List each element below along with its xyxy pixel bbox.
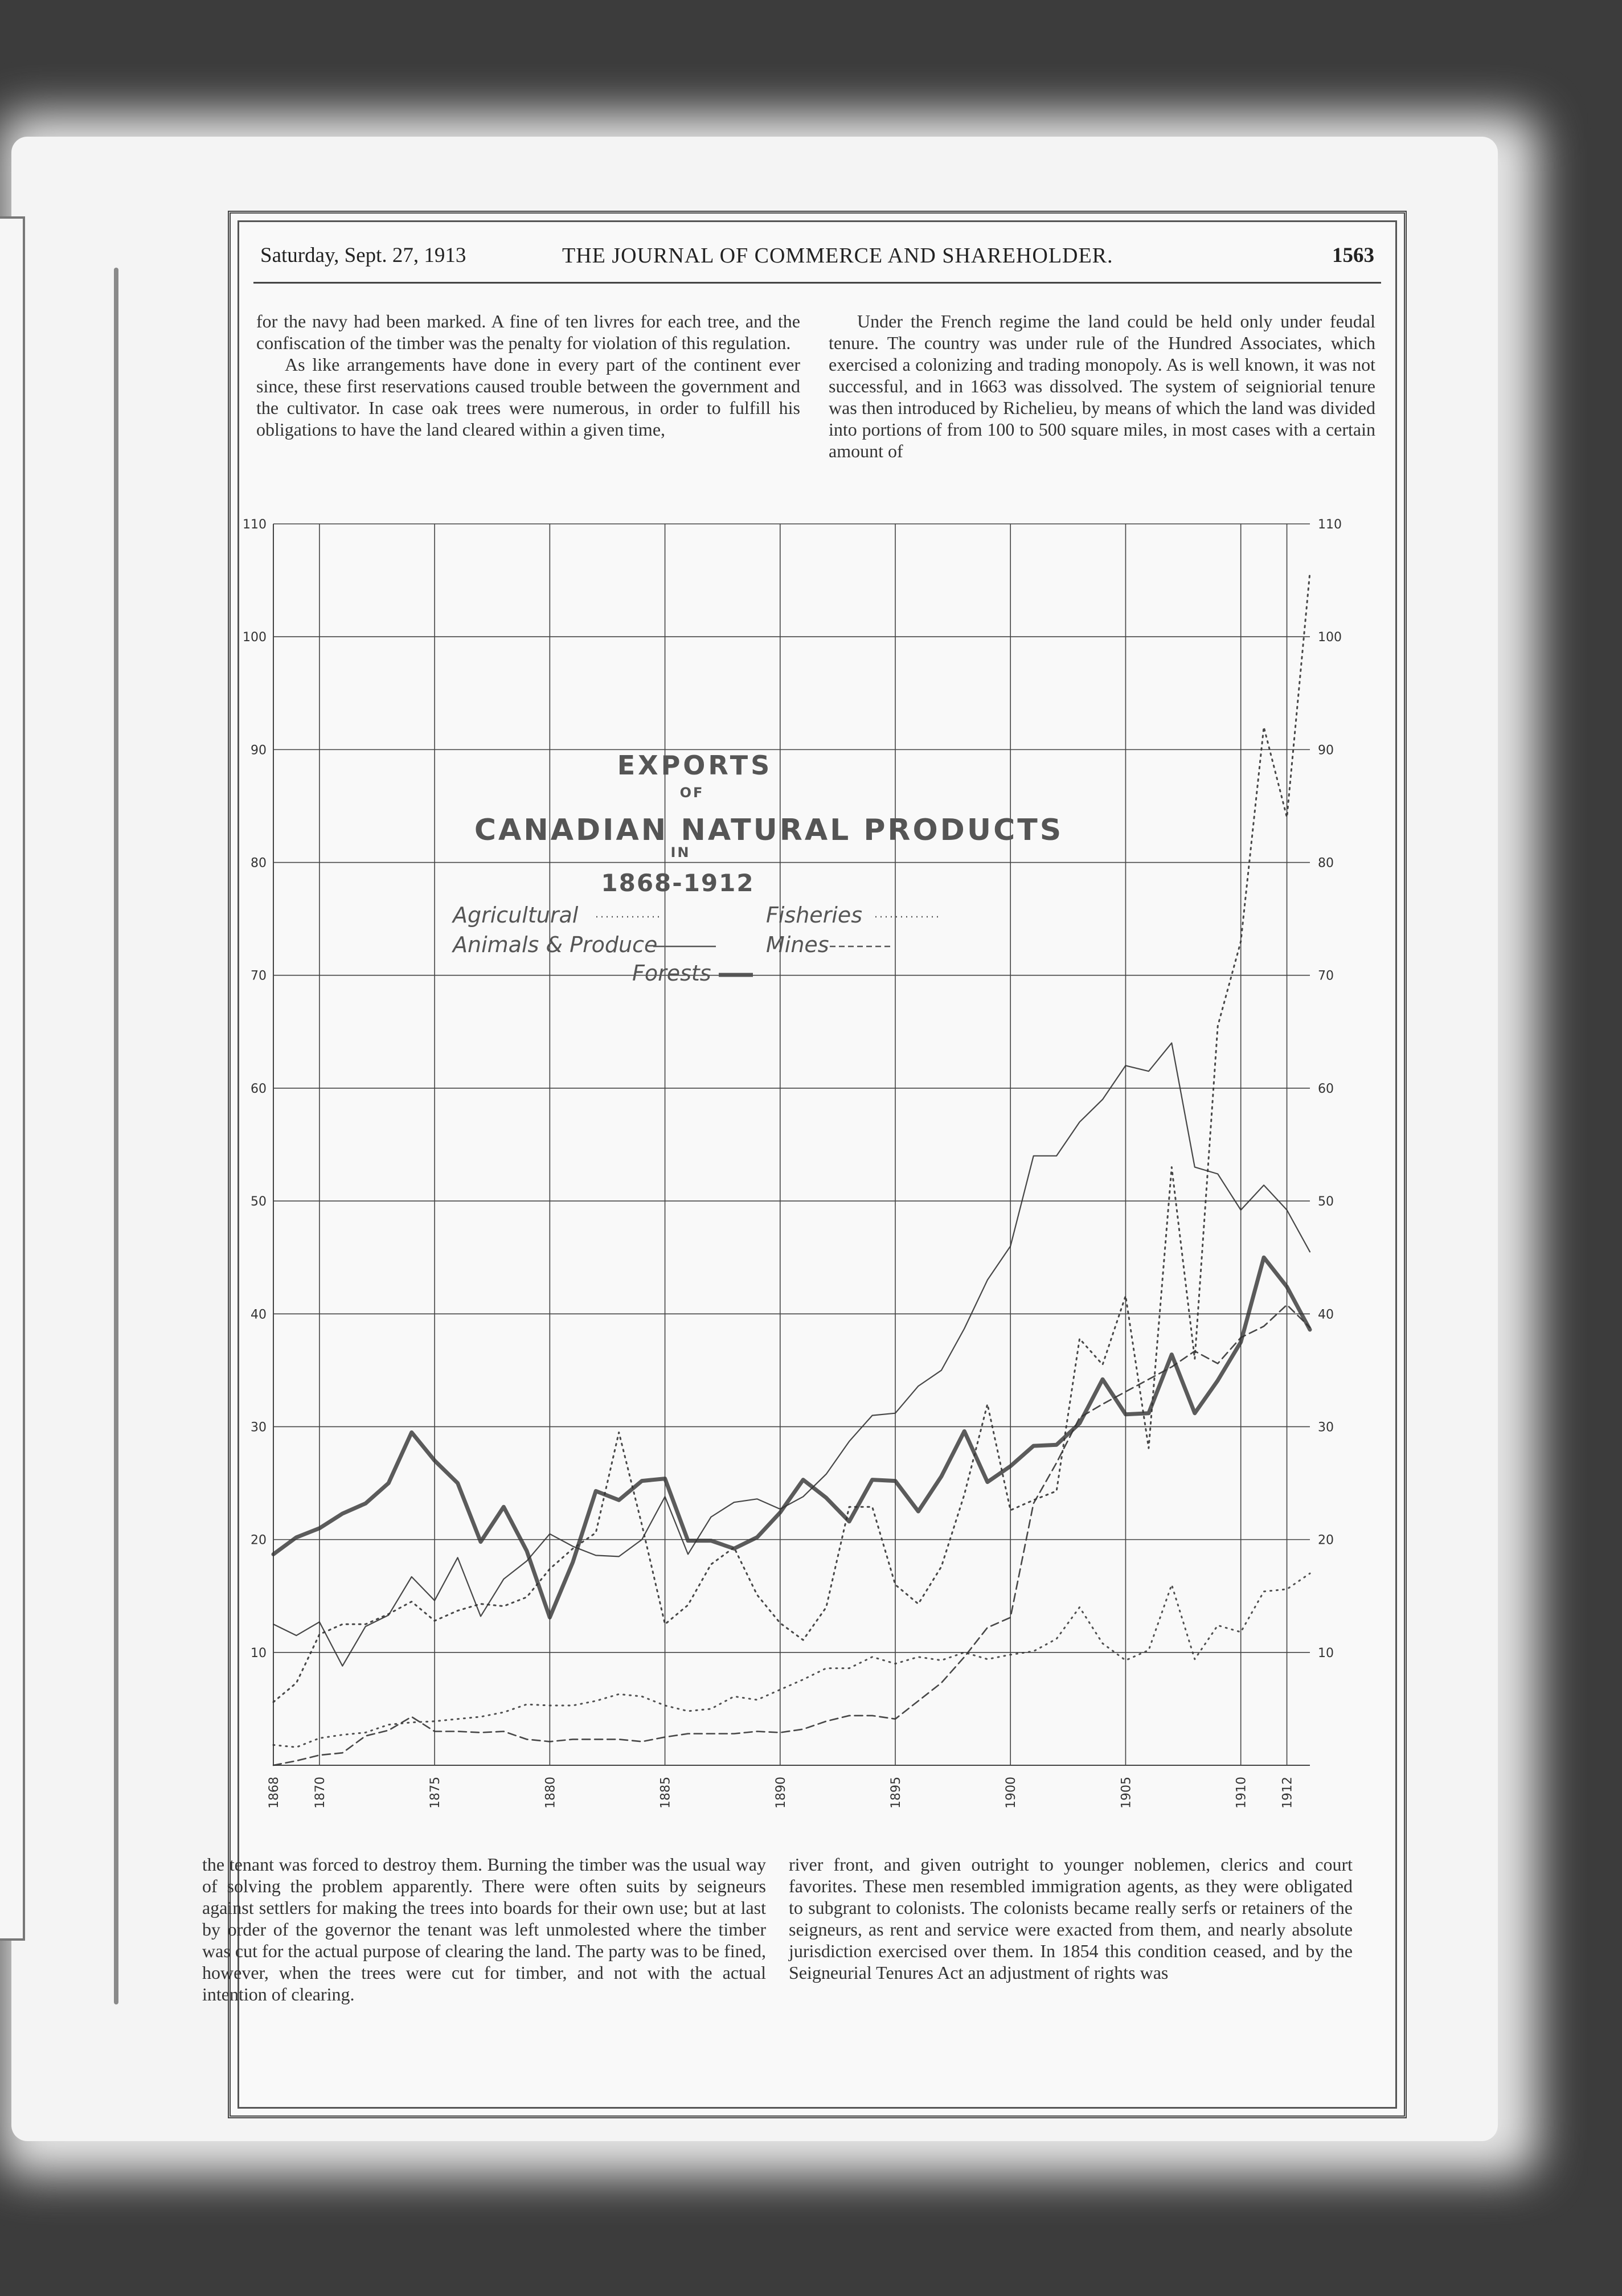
y-tick-label-right: 100	[1318, 630, 1342, 645]
y-tick-label-right: 40	[1318, 1307, 1334, 1322]
x-tick-label: 1910	[1234, 1777, 1249, 1809]
x-tick-label: 1875	[428, 1777, 443, 1809]
x-tick-label: 1890	[773, 1777, 788, 1809]
legend-label-mines: Mines	[766, 932, 829, 957]
x-tick-label: 1885	[658, 1777, 673, 1809]
paragraph: As like arrangements have done in every part of the continent ever since, these first reservations caused trouble between the government and the cultivator. In case oak trees were numerous, in order to fulfill his obligations to have the land cleared within a given time,	[256, 354, 800, 440]
chart-title	[474, 750, 1063, 897]
y-tick-label-left: 110	[243, 518, 267, 532]
article-column-top-left	[256, 310, 800, 440]
header-rule	[253, 282, 1381, 284]
paragraph: river front, and given outright to younger noblemen, clerics and court favorites. These men resembled immigration agents, as they were obligated to subgrant to colonists. The colonists became really serfs or retainers of the seigneurs, as rent and service were exacted from them, and nearly absolute jurisdiction exercised over them. In 1854 this condition ceased, and by the Seigneurial Tenures Act an adjustment of rights was	[789, 1854, 1353, 1983]
title-line-main: CANADIAN NATURAL PRODUCTS	[474, 813, 1064, 847]
y-tick-label-left: 20	[251, 1533, 267, 1548]
running-header	[260, 243, 1374, 277]
chart-grid	[273, 524, 1310, 1765]
x-tick-label: 1880	[543, 1777, 558, 1809]
chart-series	[273, 572, 1310, 1765]
y-tick-label-right: 10	[1318, 1646, 1334, 1660]
y-tick-label-right: 70	[1318, 969, 1334, 983]
y-tick-label-right: 50	[1318, 1195, 1334, 1210]
y-tick-label-left: 50	[251, 1195, 267, 1210]
title-line-exports: EXPORTS	[617, 750, 773, 781]
series-line-forests	[273, 1257, 1310, 1617]
series-line-animals	[273, 1043, 1310, 1666]
y-tick-label-right: 80	[1318, 856, 1334, 871]
x-tick-label: 1912	[1280, 1777, 1295, 1809]
adjacent-page-edge	[0, 216, 25, 1941]
title-line-in: IN	[670, 844, 691, 860]
legend-label-forests: Forests	[632, 961, 711, 986]
y-tick-label-right: 20	[1318, 1533, 1334, 1548]
paragraph: Under the French regime the land could be held only under feudal tenure. The country was under rule of the Hundred Associates, which exercised a colonizing and trading monopoly. As is well known, it was not successful, and in 1663 was dissolved. The system of seigniorial tenure was then introduced by Richelieu, by means of which the land was divided into portions of from 100 to 500 square miles, in most cases with a certain amount of	[829, 311, 1375, 461]
paragraph: for the navy had been marked. A fine of ten livres for each tree, and the confiscation of the timber was the penalty for violation of this regulation.	[256, 311, 800, 353]
y-tick-label-right: 30	[1318, 1420, 1334, 1435]
x-tick-label: 1868	[267, 1777, 281, 1809]
y-tick-label-left: 90	[251, 743, 267, 758]
journal-title: THE JOURNAL OF COMMERCE AND SHAREHOLDER.	[562, 244, 1113, 268]
article-column-top-right	[829, 310, 1375, 462]
y-tick-label-left: 40	[251, 1307, 267, 1322]
title-line-of: OF	[679, 785, 704, 801]
series-line-fisheries	[273, 1573, 1310, 1747]
article-column-bottom-left	[202, 1854, 766, 2005]
y-tick-label-right: 60	[1318, 1081, 1334, 1096]
y-tick-label-left: 30	[251, 1420, 267, 1435]
chart-svg	[228, 512, 1401, 1834]
x-tick-label: 1900	[1004, 1777, 1019, 1809]
x-tick-label: 1905	[1119, 1777, 1134, 1809]
x-tick-label: 1870	[313, 1777, 327, 1809]
chart-legend	[451, 903, 938, 986]
y-tick-label-right: 110	[1318, 518, 1342, 532]
legend-label-agricultural: Agricultural	[453, 903, 579, 928]
title-line-years: 1868-1912	[601, 869, 755, 897]
y-tick-label-left: 60	[251, 1081, 267, 1096]
x-tick-label: 1895	[889, 1777, 903, 1809]
article-column-bottom-right	[789, 1854, 1353, 1983]
binding-rule	[114, 268, 118, 2004]
legend-label-fisheries: Fisheries	[766, 903, 863, 928]
y-tick-label-left: 100	[243, 630, 267, 645]
y-tick-label-left: 10	[251, 1646, 267, 1660]
exports-chart	[228, 512, 1401, 1834]
issue-date: Saturday, Sept. 27, 1913	[260, 244, 466, 267]
y-tick-label-right: 90	[1318, 743, 1334, 758]
y-tick-label-left: 70	[251, 969, 267, 983]
chart-ticks	[243, 518, 1342, 1809]
series-line-agricultural	[273, 572, 1310, 1702]
y-tick-label-left: 80	[251, 856, 267, 871]
paragraph: the tenant was forced to destroy them. Burning the timber was the usual way of solving the problem apparently. There were often suits by seigneurs against settlers for making the trees into boards for their own use; but at last by order of the governor the tenant was left unmolested where the timber was cut for the actual purpose of clearing the land. The party was to be fined, however, when the trees were cut for timber, and not with the actual intention of clearing.	[202, 1854, 766, 2004]
legend-label-animals: Animals & Produce	[453, 932, 658, 957]
page-number: 1563	[1332, 244, 1374, 267]
